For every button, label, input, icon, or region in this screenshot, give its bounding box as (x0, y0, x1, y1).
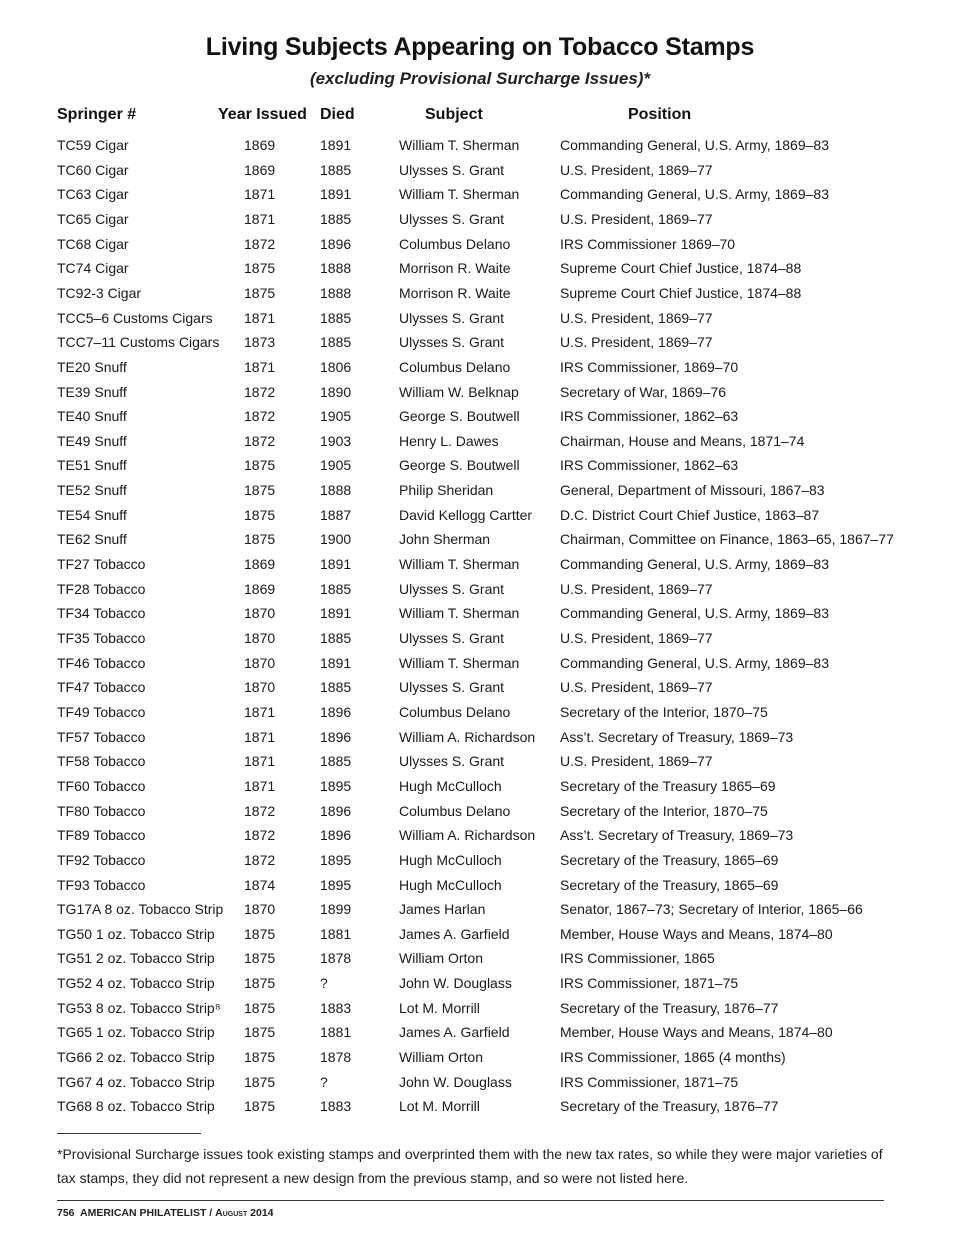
table-row (0, 384, 960, 408)
cell-position: Ass’t. Secretary of Treasury, 1869–73 (560, 827, 794, 844)
cell-year: 1875 (244, 506, 276, 523)
cell-springer: TF28 Tobacco (57, 580, 146, 597)
cell-year: 1875 (244, 975, 276, 992)
cell-died: 1891 (320, 137, 352, 153)
cell-died: 1896 (320, 802, 352, 819)
table-row (0, 408, 960, 432)
cell-died: 1878 (320, 1049, 352, 1065)
cell-subject: William T. Sherman (399, 605, 520, 622)
cell-died: 1883 (320, 1098, 352, 1115)
cell-year: 1873 (244, 334, 276, 351)
cell-year: 1869 (244, 556, 276, 572)
cell-died: 1905 (320, 408, 352, 425)
cell-subject: Columbus Delano (399, 358, 511, 375)
cell-position: Supreme Court Chief Justice, 1874–88 (560, 260, 802, 277)
cell-died: 1887 (320, 506, 352, 523)
cell-year: 1871 (244, 777, 276, 794)
cell-year: 1875 (244, 1073, 276, 1090)
cell-position: Ass’t. Secretary of Treasury, 1869–73 (560, 728, 794, 745)
cell-year: 1871 (244, 728, 276, 745)
cell-died: 1891 (320, 186, 352, 203)
cell-died: 1883 (320, 999, 352, 1016)
cell-died: 1896 (320, 703, 352, 720)
cell-position: Supreme Court Chief Justice, 1874–88 (560, 284, 802, 301)
cell-year: 1875 (244, 457, 276, 474)
cell-springer: TF92 Tobacco (57, 851, 146, 868)
cell-subject: Ulysses S. Grant (399, 630, 505, 646)
cell-position: Secretary of War, 1869–76 (560, 383, 727, 400)
cell-year: 1871 (244, 703, 276, 720)
cell-position: U.S. President, 1869–77 (560, 210, 713, 227)
cell-subject: John W. Douglass (399, 1073, 512, 1090)
magazine-name: AMERICAN PHILATELIST (79, 1207, 207, 1219)
table-row (0, 679, 960, 703)
cell-springer: TC60 Cigar (57, 161, 129, 178)
cell-year: 1871 (244, 753, 276, 770)
header-died: Died (320, 106, 355, 123)
cell-subject: William T. Sherman (399, 654, 520, 671)
cell-position: U.S. President, 1869–77 (560, 161, 713, 178)
cell-springer: TG68 8 oz. Tobacco Strip (57, 1098, 215, 1115)
cell-died: 1885 (320, 679, 352, 696)
footnote-rule (57, 1133, 201, 1134)
cell-subject: George S. Boutwell (399, 408, 520, 425)
cell-died: 1885 (320, 580, 352, 597)
cell-springer: TCC5–6 Customs Cigars (57, 309, 213, 326)
cell-springer: TF49 Tobacco (57, 703, 146, 720)
cell-year: 1870 (244, 605, 276, 622)
table-row (0, 1049, 960, 1073)
cell-year: 1875 (244, 1098, 276, 1115)
table-row (0, 507, 960, 531)
cell-springer: TF89 Tobacco (57, 827, 146, 844)
cell-subject: William T. Sherman (399, 556, 520, 572)
cell-position: General, Department of Missouri, 1867–83 (560, 482, 825, 499)
table-row (0, 655, 960, 679)
cell-springer: TF46 Tobacco (57, 654, 146, 671)
table-row (0, 433, 960, 457)
cell-springer: TE20 Snuff (57, 358, 127, 375)
page-footer (57, 1207, 274, 1219)
cell-springer: TF35 Tobacco (57, 630, 146, 646)
page-number: 756 (57, 1207, 75, 1219)
table-row (0, 556, 960, 580)
header-springer: Springer # (57, 106, 137, 123)
cell-year: 1869 (244, 580, 276, 597)
table-row (0, 605, 960, 629)
cell-springer: TC59 Cigar (57, 137, 129, 153)
cell-springer: TE40 Snuff (57, 408, 127, 425)
cell-springer: TC92-3 Cigar (57, 284, 142, 301)
cell-position: Commanding General, U.S. Army, 1869–83 (560, 137, 829, 153)
table-row (0, 186, 960, 210)
table-row (0, 778, 960, 802)
cell-died: 1888 (320, 284, 352, 301)
table-row (0, 310, 960, 334)
cell-died: 1806 (320, 358, 352, 375)
cell-subject: Hugh McCulloch (399, 777, 502, 794)
table-row (0, 753, 960, 777)
table-row (0, 285, 960, 309)
cell-springer: TF47 Tobacco (57, 679, 146, 696)
cell-died: 1885 (320, 753, 352, 770)
cell-subject: Ulysses S. Grant (399, 334, 505, 351)
cell-subject: William T. Sherman (399, 137, 520, 153)
cell-springer: TCC7–11 Customs Cigars (57, 334, 220, 351)
table-row (0, 852, 960, 876)
cell-year: 1875 (244, 1049, 276, 1065)
cell-springer: TF93 Tobacco (57, 876, 146, 893)
cell-died: ? (320, 1073, 328, 1090)
cell-subject: Lot M. Morrill (399, 999, 480, 1016)
cell-year: 1872 (244, 235, 276, 252)
cell-springer: TF80 Tobacco (57, 802, 146, 819)
cell-subject: Morrison R. Waite (399, 260, 511, 277)
cell-subject: Ulysses S. Grant (399, 679, 505, 696)
table-row (0, 581, 960, 605)
cell-subject: Columbus Delano (399, 703, 511, 720)
cell-subject: Ulysses S. Grant (399, 161, 505, 178)
folio-separator: / (209, 1207, 213, 1219)
cell-year: 1872 (244, 802, 276, 819)
cell-subject: Ulysses S. Grant (399, 210, 505, 227)
cell-position: Senator, 1867–73; Secretary of Interior, 1865–66 (560, 901, 863, 918)
table-row (0, 975, 960, 999)
cell-year: 1875 (244, 260, 276, 277)
cell-springer: TE52 Snuff (57, 482, 127, 499)
cell-year: 1875 (244, 531, 276, 548)
table-row (0, 704, 960, 728)
cell-died: 1895 (320, 876, 352, 893)
table-row (0, 926, 960, 950)
cell-springer: TE51 Snuff (57, 457, 127, 474)
cell-springer: TC63 Cigar (57, 186, 129, 203)
cell-year: 1875 (244, 999, 276, 1016)
cell-position: Chairman, House and Means, 1871–74 (560, 432, 805, 449)
table-row (0, 729, 960, 753)
cell-died: 1896 (320, 827, 352, 844)
cell-year: 1870 (244, 901, 276, 918)
cell-subject: Hugh McCulloch (399, 851, 502, 868)
cell-year: 1869 (244, 137, 276, 153)
cell-died: 1881 (320, 925, 352, 942)
table-row (0, 137, 960, 161)
cell-subject: David Kellogg Cartter (399, 506, 533, 523)
cell-year: 1875 (244, 1024, 276, 1041)
cell-year: 1870 (244, 654, 276, 671)
cell-springer: TG51 2 oz. Tobacco Strip (57, 950, 215, 967)
cell-springer: TE54 Snuff (57, 506, 127, 523)
cell-springer: TC74 Cigar (57, 260, 129, 277)
cell-subject: William Orton (399, 950, 484, 967)
cell-died: 1888 (320, 260, 352, 277)
cell-position: IRS Commissioner, 1865 (560, 950, 715, 967)
table-row (0, 803, 960, 827)
cell-springer: TE39 Snuff (57, 383, 127, 400)
cell-died: 1903 (320, 432, 352, 449)
cell-year: 1874 (244, 876, 276, 893)
table-row (0, 1098, 960, 1122)
header-position: Position (628, 106, 692, 123)
cell-position: Commanding General, U.S. Army, 1869–83 (560, 654, 829, 671)
cell-died: 1895 (320, 777, 352, 794)
cell-springer: TF27 Tobacco (57, 556, 146, 572)
cell-year: 1870 (244, 679, 276, 696)
cell-subject: Ulysses S. Grant (399, 309, 505, 326)
cell-position: IRS Commissioner 1869–70 (560, 235, 736, 252)
cell-springer: TF60 Tobacco (57, 777, 146, 794)
cell-died: 1896 (320, 728, 352, 745)
cell-died: 1885 (320, 630, 352, 646)
table-row (0, 1074, 960, 1098)
table-row (0, 334, 960, 358)
cell-springer: TF58 Tobacco (57, 753, 146, 770)
table-row (0, 457, 960, 481)
cell-year: 1871 (244, 186, 276, 203)
cell-died: 1899 (320, 901, 352, 918)
cell-year: 1875 (244, 925, 276, 942)
cell-position: Secretary of the Treasury, 1865–69 (560, 851, 779, 868)
cell-died: 1891 (320, 556, 352, 572)
table-row (0, 211, 960, 235)
table-row (0, 1000, 960, 1024)
cell-springer: TE62 Snuff (57, 531, 127, 548)
cell-subject: John W. Douglass (399, 975, 512, 992)
cell-position: IRS Commissioner, 1869–70 (560, 358, 739, 375)
cell-subject: Ulysses S. Grant (399, 753, 505, 770)
cell-position: Secretary of the Treasury, 1865–69 (560, 876, 779, 893)
table-row (0, 260, 960, 284)
table-row (0, 482, 960, 506)
cell-died: 1878 (320, 950, 352, 967)
cell-subject: Philip Sheridan (399, 482, 494, 499)
cell-year: 1871 (244, 358, 276, 375)
cell-springer: TE49 Snuff (57, 432, 127, 449)
footnote: *Provisional Surcharge issues took existing stamps and overprinted them with the new tax rates, so while they were major varieties of tax stamps, they did not represent a new design from the previous stamp, and so were not listed here. (57, 1146, 883, 1186)
cell-subject: John Sherman (399, 531, 491, 548)
cell-position: U.S. President, 1869–77 (560, 630, 713, 646)
cell-year: 1872 (244, 383, 276, 400)
cell-position: U.S. President, 1869–77 (560, 309, 713, 326)
issue-date: August 2014 (215, 1207, 274, 1219)
cell-subject: Hugh McCulloch (399, 876, 502, 893)
cell-position: Secretary of the Treasury 1865–69 (560, 777, 776, 794)
cell-subject: Henry L. Dawes (399, 432, 499, 449)
table-row (0, 901, 960, 925)
table-row (0, 950, 960, 974)
cell-died: 1891 (320, 654, 352, 671)
cell-position: U.S. President, 1869–77 (560, 679, 713, 696)
cell-subject: Columbus Delano (399, 235, 511, 252)
cell-position: Commanding General, U.S. Army, 1869–83 (560, 556, 829, 572)
table-row (0, 630, 960, 654)
cell-subject: Morrison R. Waite (399, 284, 511, 301)
table-row (0, 827, 960, 851)
table-row (0, 359, 960, 383)
cell-position: Chairman, Committee on Finance, 1863–65, 1867–77 (560, 531, 894, 548)
cell-position: Secretary of the Treasury, 1876–77 (560, 1098, 779, 1115)
cell-subject: William Orton (399, 1049, 484, 1065)
cell-position: Member, House Ways and Means, 1874–80 (560, 925, 833, 942)
table-row (0, 236, 960, 260)
cell-year: 1875 (244, 950, 276, 967)
cell-springer: TC68 Cigar (57, 235, 129, 252)
header-subject: Subject (425, 106, 483, 123)
cell-died: 1895 (320, 851, 352, 868)
footer-rule (57, 1200, 884, 1201)
cell-year: 1871 (244, 210, 276, 227)
cell-springer: TG67 4 oz. Tobacco Strip (57, 1073, 215, 1090)
cell-subject: William A. Richardson (399, 728, 536, 745)
cell-died: ? (320, 975, 328, 992)
cell-springer: TG65 1 oz. Tobacco Strip (57, 1024, 215, 1041)
cell-position: D.C. District Court Chief Justice, 1863–87 (560, 506, 820, 523)
cell-died: 1905 (320, 457, 352, 474)
cell-subject: Ulysses S. Grant (399, 580, 505, 597)
cell-subject: George S. Boutwell (399, 457, 520, 474)
cell-springer: TF34 Tobacco (57, 605, 146, 622)
cell-position: Secretary of the Interior, 1870–75 (560, 703, 768, 720)
cell-position: U.S. President, 1869–77 (560, 334, 713, 351)
cell-subject: William W. Belknap (399, 383, 519, 400)
cell-position: IRS Commissioner, 1871–75 (560, 975, 739, 992)
cell-died: 1881 (320, 1024, 352, 1041)
cell-year: 1872 (244, 432, 276, 449)
cell-position: Commanding General, U.S. Army, 1869–83 (560, 605, 829, 622)
cell-position: Secretary of the Interior, 1870–75 (560, 802, 768, 819)
cell-position: Secretary of the Treasury, 1876–77 (560, 999, 779, 1016)
cell-died: 1891 (320, 605, 352, 622)
cell-year: 1875 (244, 284, 276, 301)
cell-died: 1900 (320, 531, 352, 548)
cell-year: 1870 (244, 630, 276, 646)
cell-subject: William T. Sherman (399, 186, 520, 203)
cell-year: 1872 (244, 827, 276, 844)
cell-position: IRS Commissioner, 1862–63 (560, 457, 739, 474)
table-row (0, 162, 960, 186)
cell-position: IRS Commissioner, 1862–63 (560, 408, 739, 425)
cell-died: 1885 (320, 334, 352, 351)
cell-springer: TG53 8 oz. Tobacco Strip⁸ (57, 999, 221, 1016)
article-title: Living Subjects Appearing on Tobacco Stamps (205, 33, 755, 61)
cell-subject: James A. Garfield (399, 1024, 510, 1041)
cell-position: Commanding General, U.S. Army, 1869–83 (560, 186, 829, 203)
cell-year: 1871 (244, 309, 276, 326)
cell-position: U.S. President, 1869–77 (560, 580, 713, 597)
cell-subject: James Harlan (399, 901, 486, 918)
cell-year: 1872 (244, 408, 276, 425)
table-row (0, 877, 960, 901)
cell-year: 1872 (244, 851, 276, 868)
cell-springer: TG52 4 oz. Tobacco Strip (57, 975, 215, 992)
cell-died: 1885 (320, 161, 352, 178)
cell-springer: TG50 1 oz. Tobacco Strip (57, 925, 215, 942)
table-row (0, 1024, 960, 1048)
cell-position: IRS Commissioner, 1871–75 (560, 1073, 739, 1090)
article-subtitle: (excluding Provisional Surcharge Issues)* (309, 69, 651, 88)
cell-springer: TG66 2 oz. Tobacco Strip (57, 1049, 215, 1065)
cell-subject: Lot M. Morrill (399, 1098, 480, 1115)
cell-subject: Columbus Delano (399, 802, 511, 819)
cell-position: U.S. President, 1869–77 (560, 753, 713, 770)
cell-springer: TF57 Tobacco (57, 728, 146, 745)
cell-died: 1885 (320, 309, 352, 326)
cell-year: 1875 (244, 482, 276, 499)
cell-springer: TC65 Cigar (57, 210, 129, 227)
header-year-issued: Year Issued (218, 106, 307, 123)
cell-year: 1869 (244, 161, 276, 178)
cell-died: 1888 (320, 482, 352, 499)
cell-died: 1885 (320, 210, 352, 227)
cell-position: Member, House Ways and Means, 1874–80 (560, 1024, 833, 1041)
table-row (0, 531, 960, 555)
cell-position: IRS Commissioner, 1865 (4 months) (560, 1049, 786, 1065)
cell-subject: James A. Garfield (399, 925, 510, 942)
cell-died: 1890 (320, 383, 352, 400)
cell-died: 1896 (320, 235, 352, 252)
cell-subject: William A. Richardson (399, 827, 536, 844)
cell-springer: TG17A 8 oz. Tobacco Strip (57, 901, 224, 918)
